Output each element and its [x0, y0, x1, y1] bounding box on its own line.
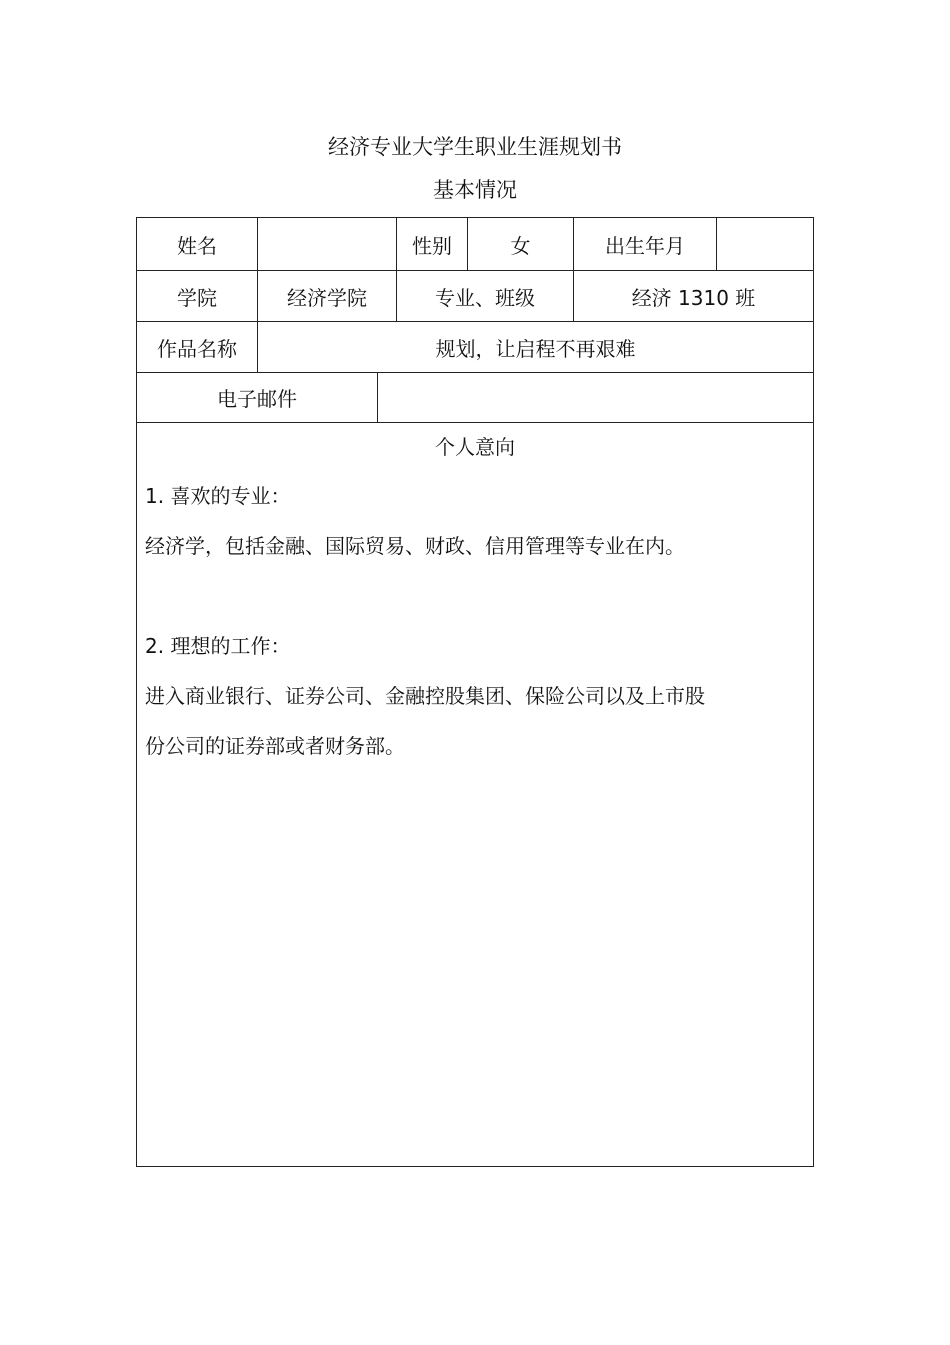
birth-field [717, 218, 813, 270]
ideal-job-text-line1: 进入商业银行、证券公司、金融控股集团、保险公司以及上市股 [145, 684, 705, 708]
favorite-major-text: 经济学，包括金融、国际贸易、财政、信用管理等专业在内。 [145, 534, 685, 558]
major-class-value: 经济 1310 班 [631, 285, 756, 310]
gender-label: 性别 [412, 233, 452, 258]
email-field [378, 373, 813, 422]
section-subtitle: 基本情况 [433, 178, 517, 202]
work-title-label: 作品名称 [157, 336, 237, 361]
favorite-major-heading: 1. 喜欢的专业： [145, 484, 291, 508]
college-label: 学院 [177, 285, 217, 310]
college-value: 经济学院 [287, 285, 367, 310]
name-label: 姓名 [177, 233, 217, 258]
name-field [258, 218, 396, 270]
email-label: 电子邮件 [217, 387, 297, 411]
intention-heading: 个人意向 [435, 434, 515, 459]
document-title: 经济专业大学生职业生涯规划书 [328, 135, 622, 159]
birth-label: 出生年月 [605, 233, 685, 258]
work-title-value: 规划，让启程不再艰难 [435, 336, 636, 361]
ideal-job-heading: 2. 理想的工作： [145, 634, 291, 658]
gender-value: 女 [510, 233, 531, 258]
major-class-label: 专业、班级 [435, 285, 535, 310]
basic-info-table [136, 217, 814, 1167]
row-divider [137, 422, 813, 423]
ideal-job-text-line2: 份公司的证券部或者财务部。 [145, 734, 405, 758]
